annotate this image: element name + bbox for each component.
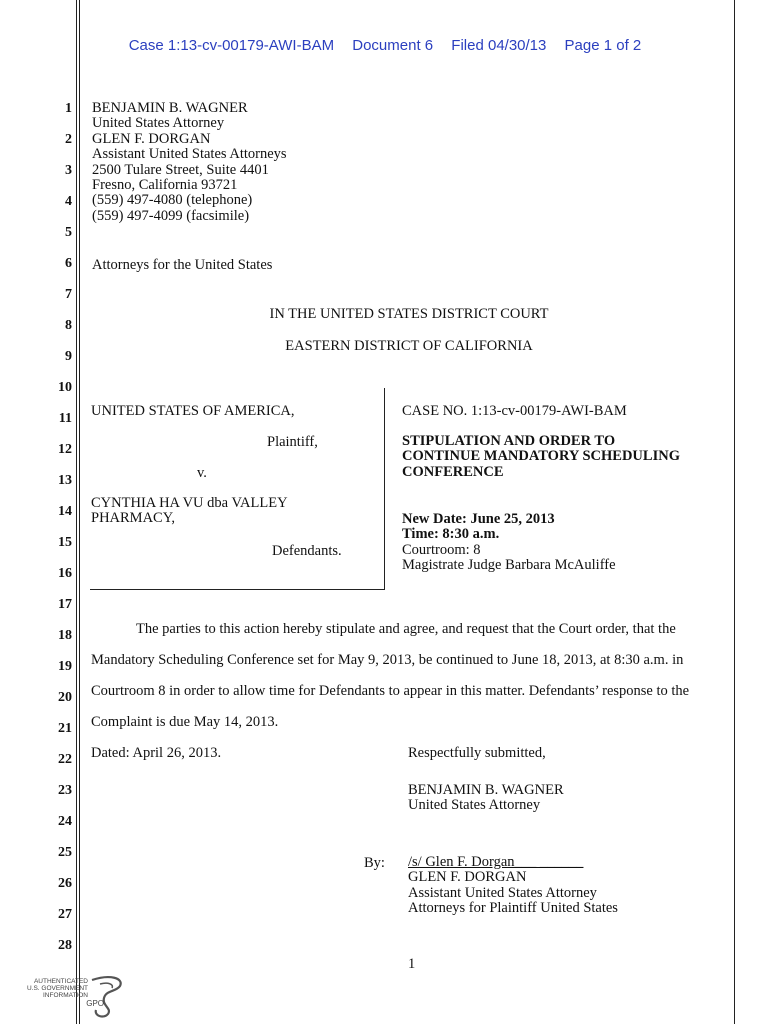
counsel-line: United States Attorney	[92, 115, 225, 132]
gpo-seal-line: INFORMATION	[42, 992, 88, 999]
us-attorney-block	[408, 783, 564, 814]
case-number: CASE NO. 1:13-cv-00179-AWI-BAM	[402, 403, 627, 419]
line-number: 16	[58, 566, 72, 581]
line-number: 9	[65, 349, 72, 364]
line-number: 3	[65, 163, 72, 178]
caption-divider-horizontal	[90, 589, 385, 590]
line-number: 27	[58, 907, 72, 922]
page-number: 1	[408, 956, 416, 972]
us-attorney-name: BENJAMIN B. WAGNER	[408, 782, 564, 798]
court-name: IN THE UNITED STATES DISTRICT COURT	[269, 306, 549, 322]
line-number: 28	[58, 938, 72, 953]
counsel-line: Assistant United States Attorneys	[92, 146, 287, 163]
line-number: 19	[58, 659, 72, 674]
line-number: 15	[58, 535, 72, 550]
signature-by: By:	[364, 855, 385, 871]
hearing-details	[402, 512, 616, 574]
body-line: Complaint is due May 14, 2013.	[91, 714, 279, 730]
signer-title: Assistant United States Attorney	[408, 884, 597, 901]
line-number: 25	[58, 845, 72, 860]
body-line: Mandatory Scheduling Conference set for May 9, 2013, be continued to June 18, 2013, at 8:30 a.m. in	[91, 652, 684, 668]
document-title-line: CONFERENCE	[402, 463, 504, 480]
counsel-block	[92, 101, 287, 224]
closing: Respectfully submitted,	[408, 745, 546, 761]
line-number: 22	[58, 752, 72, 767]
attorneys-for: Attorneys for the United States	[92, 257, 273, 273]
line-number: 26	[58, 876, 72, 891]
line-number: 23	[58, 783, 72, 798]
gpo-mark: GPO	[86, 999, 104, 1008]
caption-defendant	[91, 496, 288, 527]
line-number: 18	[58, 628, 72, 643]
header-case-number: Case 1:13-cv-00179-AWI-BAM	[128, 37, 335, 54]
gpo-seal-text	[20, 978, 88, 999]
line-number: 11	[58, 411, 72, 426]
body-line: The parties to this action hereby stipulate and agree, and request that the Court order, that the	[136, 621, 676, 637]
counsel-line: BENJAMIN B. WAGNER	[92, 100, 248, 116]
header-document: Document 6	[352, 37, 434, 54]
line-number: 20	[58, 690, 72, 705]
body-line: Courtroom 8 in order to allow time for Defendants to appear in this matter. Defendants’ response to the	[91, 683, 690, 699]
caption-defendant-line: PHARMACY,	[91, 510, 175, 527]
signature: /s/ Glen F. Dorgan___ ______	[408, 854, 584, 870]
document-title	[402, 434, 680, 480]
caption-defendant-line: CYNTHIA HA VU dba VALLEY	[91, 495, 288, 511]
line-number: 10	[58, 380, 72, 395]
counsel-line: GLEN F. DORGAN	[92, 130, 211, 147]
caption-versus: v.	[197, 465, 207, 481]
signer-block	[408, 855, 618, 917]
line-number: 24	[58, 814, 72, 829]
gpo-seal-line: U.S. GOVERNMENT	[26, 985, 88, 992]
courtroom: Courtroom: 8	[402, 541, 481, 558]
hearing-time: Time: 8:30 a.m.	[402, 526, 500, 543]
caption-defendant-label: Defendants.	[272, 543, 342, 559]
caption-plaintiff: UNITED STATES OF AMERICA,	[91, 403, 295, 419]
line-number: 13	[58, 473, 72, 488]
counsel-line: (559) 497-4080 (telephone)	[92, 192, 253, 209]
header-filed-date: Filed 04/30/13	[451, 37, 547, 54]
caption-plaintiff-label: Plaintiff,	[267, 434, 318, 450]
counsel-line: 2500 Tulare Street, Suite 4401	[92, 161, 269, 178]
us-attorney-title: United States Attorney	[408, 797, 541, 814]
caption-divider-vertical	[384, 388, 385, 590]
dated: Dated: April 26, 2013.	[91, 745, 222, 761]
filing-header	[0, 37, 770, 54]
line-number: 5	[65, 225, 72, 240]
signer-role: Attorneys for Plaintiff United States	[408, 900, 618, 917]
line-number: 2	[65, 132, 72, 147]
right-margin-rule	[734, 0, 735, 1024]
line-number: 14	[58, 504, 72, 519]
signer-name: GLEN F. DORGAN	[408, 869, 527, 886]
gpo-seal-line: AUTHENTICATED	[33, 978, 88, 985]
left-margin-rule-1	[76, 0, 77, 1024]
line-number: 1	[65, 101, 72, 116]
gpo-authentication-seal	[20, 972, 130, 1020]
counsel-line: Fresno, California 93721	[92, 177, 238, 194]
judge: Magistrate Judge Barbara McAuliffe	[402, 557, 616, 574]
line-number: 21	[58, 721, 72, 736]
document-title-line: STIPULATION AND ORDER TO	[402, 433, 616, 449]
header-page: Page 1 of 2	[564, 37, 642, 54]
left-margin-rule-2	[79, 0, 80, 1024]
document-title-line: CONTINUE MANDATORY SCHEDULING	[402, 448, 680, 465]
counsel-line: (559) 497-4099 (facsimile)	[92, 207, 250, 224]
court-district: EASTERN DISTRICT OF CALIFORNIA	[285, 338, 533, 354]
line-number: 12	[58, 442, 72, 457]
new-date: New Date: June 25, 2013	[402, 511, 555, 527]
line-number: 4	[65, 194, 72, 209]
line-number: 17	[58, 597, 72, 612]
line-number: 6	[65, 256, 72, 271]
line-number: 8	[65, 318, 72, 333]
line-number: 7	[65, 287, 72, 302]
